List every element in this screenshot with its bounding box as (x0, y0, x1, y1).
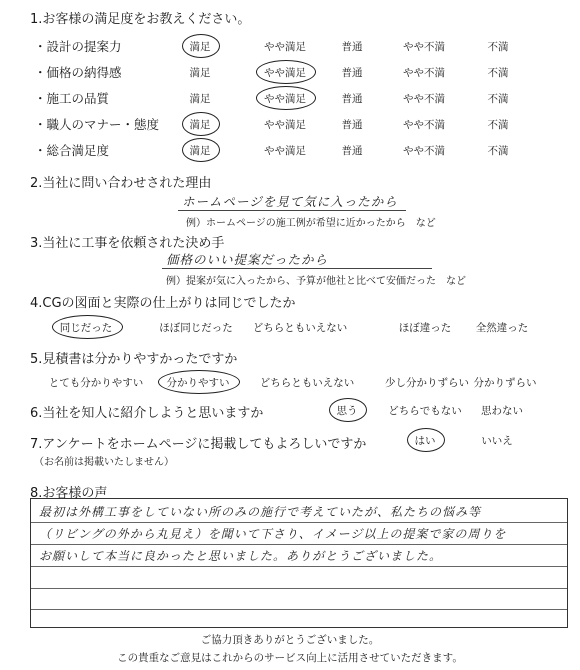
q8-comment-line-3: お願いして本当に良かったと思いました。ありがとうございました。 (39, 549, 443, 563)
q7-option[interactable]: いいえ (481, 435, 513, 447)
selection-circle (182, 34, 220, 58)
q3-title: 3.当社に工事を依頼された決め手 (30, 236, 225, 251)
q5-title: 5.見積書は分かりやすかったですか (30, 352, 238, 367)
selection-circle (52, 315, 123, 339)
q4-title: 4.CGの図面と実際の仕上がりは同じでしたか (30, 296, 296, 311)
q7-title: 7.アンケートをホームページに掲載してもよろしいですか (30, 437, 367, 452)
q1-title: 1.お客様の満足度をお教えください。 (30, 12, 251, 27)
q1-option[interactable]: 満足 (189, 119, 211, 131)
comment-rule (31, 522, 567, 523)
q1-option[interactable]: やや不満 (403, 145, 445, 157)
q1-option[interactable]: 普通 (341, 93, 363, 105)
selection-circle (329, 398, 367, 422)
q1-option[interactable]: やや不満 (403, 41, 445, 53)
q1-row-label: ・総合満足度 (34, 143, 110, 158)
q1-option[interactable]: 不満 (487, 41, 509, 53)
q4-option[interactable]: 全然違った (475, 322, 529, 334)
q3-answer-line (162, 268, 432, 269)
q5-option[interactable]: 分かりやすい (166, 377, 230, 389)
q4-option[interactable]: ほぼ違った (398, 322, 452, 334)
q1-row-label: ・職人のマナー・態度 (34, 117, 160, 132)
q2-answer: ホームページを見て気に入ったから (182, 194, 398, 209)
footer-note: この貴重なご意見はこれからのサービス向上に活用させていただきます。 (117, 652, 463, 664)
q6-option[interactable]: 思わない (481, 405, 523, 417)
q8-comment-box (30, 498, 568, 628)
q2-answer-line (178, 210, 406, 211)
q1-option[interactable]: 普通 (341, 119, 363, 131)
q1-option[interactable]: やや満足 (264, 93, 306, 105)
q8-title: 8.お客様の声 (30, 486, 108, 501)
selection-circle (256, 60, 316, 84)
q3-example: 例）提案が気に入ったから、予算が他社と比べて安価だった など (166, 276, 466, 287)
selection-circle (256, 86, 316, 110)
q1-option[interactable]: 満足 (189, 41, 211, 53)
footer-thanks: ご協力頂きありがとうございました。 (200, 634, 380, 646)
q8-comment-line-2: （リビングの外から丸見え）を聞いて下さり、イメージ以上の提案で家の周りを (39, 527, 507, 541)
q7-note: （お名前は掲載いたしません） (34, 457, 174, 468)
q6-title: 6.当社を知人に紹介しようと思いますか (30, 406, 264, 421)
q1-option[interactable]: やや満足 (264, 119, 306, 131)
q8-comment-line-1: 最初は外構工事をしていない所のみの施行で考えていたが、私たちの悩み等 (39, 505, 482, 519)
q1-row-label: ・設計の提案力 (34, 39, 122, 54)
q1-option[interactable]: 満足 (189, 145, 211, 157)
q1-option[interactable]: やや不満 (403, 93, 445, 105)
q1-option[interactable]: やや不満 (403, 67, 445, 79)
q1-option[interactable]: 普通 (341, 145, 363, 157)
comment-rule (31, 609, 567, 610)
q1-option[interactable]: 普通 (341, 41, 363, 53)
q1-option[interactable]: 不満 (487, 67, 509, 79)
q1-option[interactable]: やや満足 (264, 145, 306, 157)
q1-option[interactable]: 満足 (189, 67, 211, 79)
q3-answer: 価格のいい提案だったから (166, 252, 329, 267)
q1-option[interactable]: 不満 (487, 145, 509, 157)
comment-rule (31, 588, 567, 589)
q1-option[interactable]: 満足 (189, 93, 211, 105)
q5-option[interactable]: 少し分かりずらい (385, 377, 469, 389)
q1-option[interactable]: 不満 (487, 119, 509, 131)
q7-option[interactable]: はい (414, 435, 436, 447)
q5-option[interactable]: どちらともいえない (259, 377, 355, 389)
q1-option[interactable]: 普通 (341, 67, 363, 79)
selection-circle (407, 428, 445, 452)
q1-option[interactable]: やや不満 (403, 119, 445, 131)
q4-option[interactable]: 同じだった (59, 322, 113, 334)
q6-option[interactable]: どちらでもない (388, 405, 462, 417)
q1-option[interactable]: やや満足 (264, 67, 306, 79)
selection-circle (158, 370, 240, 394)
selection-circle (182, 138, 220, 162)
q1-option[interactable]: やや満足 (264, 41, 306, 53)
q6-option[interactable]: 思う (336, 405, 358, 417)
q4-option[interactable]: ほぼ同じだった (159, 322, 233, 334)
q5-option[interactable]: とても分かりやすい (48, 377, 144, 389)
comment-rule (31, 544, 567, 545)
q1-option[interactable]: 不満 (487, 93, 509, 105)
selection-circle (182, 112, 220, 136)
q4-option[interactable]: どちらともいえない (252, 322, 348, 334)
comment-rule (31, 566, 567, 567)
q1-row-label: ・価格の納得感 (34, 65, 122, 80)
q1-row-label: ・施工の品質 (34, 91, 110, 106)
q2-title: 2.当社に問い合わせされた理由 (30, 176, 212, 191)
q5-option[interactable]: 分かりずらい (473, 377, 537, 389)
q2-example: 例）ホームページの施工例が希望に近かったから など (186, 218, 436, 229)
